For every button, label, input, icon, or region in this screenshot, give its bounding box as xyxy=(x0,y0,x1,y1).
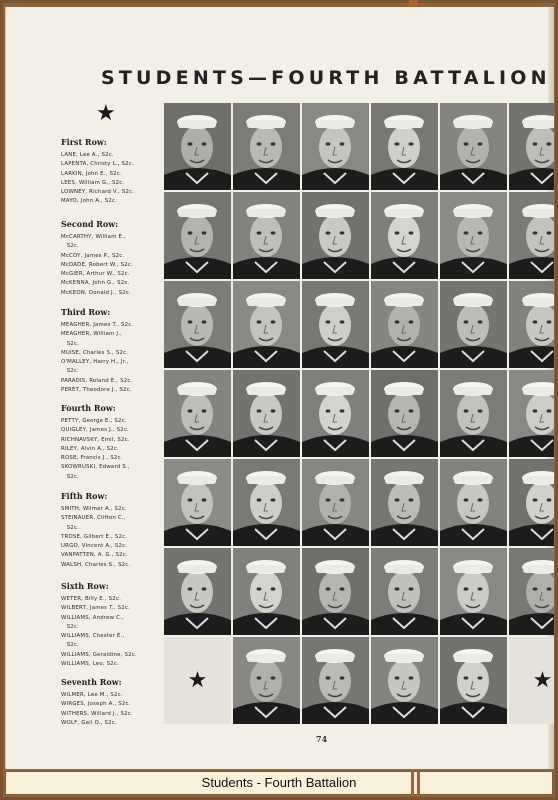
student-name: WIRGES, Joseph A., S2c. xyxy=(61,701,131,708)
portrait-photo xyxy=(440,281,507,368)
student-name: WILBERT, James T., S2c. xyxy=(61,605,131,612)
student-portrait xyxy=(371,281,438,368)
student-name: McDADE, Robert W., S2c. xyxy=(61,261,133,268)
student-name: McCARTHY, William E., xyxy=(61,234,126,240)
row-heading: Third Row: xyxy=(61,307,111,317)
student-portrait xyxy=(164,192,231,279)
student-portrait xyxy=(164,548,231,635)
student-portrait xyxy=(302,459,369,546)
bookmark-mark-left xyxy=(411,769,414,797)
image-caption: Students - Fourth Battalion xyxy=(5,771,553,795)
student-portrait xyxy=(509,103,554,190)
portrait-photo xyxy=(509,192,554,279)
student-name: S2c. xyxy=(61,243,80,250)
student-portrait xyxy=(164,370,231,457)
name-row-block xyxy=(61,581,161,669)
student-portrait xyxy=(440,459,507,546)
name-row-block xyxy=(61,219,161,298)
student-portrait xyxy=(164,103,231,190)
portrait-photo xyxy=(509,370,554,457)
student-portrait xyxy=(371,459,438,546)
student-name: WETER, Billy E., S2c. xyxy=(61,596,121,602)
portrait-photo xyxy=(440,192,507,279)
row-heading: Second Row: xyxy=(61,219,119,229)
student-name: QUIGLEY, James J., S2c. xyxy=(61,427,129,434)
student-name: McKENNA, John G., S2c. xyxy=(61,280,130,287)
portrait-photo xyxy=(440,548,507,635)
portrait-photo xyxy=(440,370,507,457)
student-portrait xyxy=(440,281,507,368)
portrait-photo xyxy=(371,103,438,190)
row-heading: Sixth Row: xyxy=(61,581,109,591)
star-icon xyxy=(164,637,231,724)
row-heading: Fifth Row: xyxy=(61,491,108,501)
student-portrait xyxy=(302,637,369,724)
portrait-photo xyxy=(371,192,438,279)
student-name: URGO, Vincent A., S2c. xyxy=(61,543,128,550)
name-row-block xyxy=(61,677,161,728)
student-portrait xyxy=(164,459,231,546)
student-name: LARKIN, John E., S2c. xyxy=(61,170,122,177)
student-name: WALSH, Charles S., S2c. xyxy=(61,561,131,568)
portrait-photo xyxy=(440,637,507,724)
student-portrait xyxy=(440,192,507,279)
student-portrait xyxy=(233,637,300,724)
portrait-photo xyxy=(233,103,300,190)
portrait-photo xyxy=(302,370,369,457)
portrait-photo xyxy=(164,459,231,546)
student-name: RILEY, Alvin A., S2c. xyxy=(61,445,119,452)
student-name: S2c. xyxy=(61,473,80,480)
portrait-photo xyxy=(302,103,369,190)
student-portrait xyxy=(440,370,507,457)
portrait-photo xyxy=(509,103,554,190)
student-portrait xyxy=(233,459,300,546)
student-name: WILLIAMS, Leo, S2c. xyxy=(61,661,119,668)
student-name: WITHERS, Willard J., S2c. xyxy=(61,710,133,717)
portrait-photo xyxy=(371,370,438,457)
student-name: McGIER, Arthur W., S2c. xyxy=(61,271,130,278)
portrait-photo xyxy=(509,281,554,368)
portrait-photo xyxy=(509,548,554,635)
student-name: SKOWRUSKI, Edward S., xyxy=(61,464,130,471)
portrait-photo xyxy=(302,548,369,635)
student-portrait xyxy=(164,281,231,368)
student-portrait xyxy=(371,548,438,635)
student-name: VANPATTEN, A. G., S2c. xyxy=(61,552,128,559)
student-portrait xyxy=(302,548,369,635)
bookmark-mark-right xyxy=(417,769,420,797)
student-portrait xyxy=(440,103,507,190)
student-portrait xyxy=(233,103,300,190)
student-portrait xyxy=(233,192,300,279)
portrait-photo xyxy=(302,459,369,546)
portrait-photo xyxy=(164,103,231,190)
student-portrait xyxy=(302,103,369,190)
student-name: PERET, Theodore J., S2c. xyxy=(61,387,132,394)
student-name: MEAGHER, James T., S2c. xyxy=(61,322,134,328)
star-icon: ★ xyxy=(96,101,116,126)
portrait-photo xyxy=(233,192,300,279)
yearbook-page xyxy=(5,7,554,769)
student-name: O'MALLEY, Harry H., Jr., xyxy=(61,359,129,366)
student-name: MEAGHER, William J., xyxy=(61,331,122,338)
portrait-photo xyxy=(233,370,300,457)
student-name: WILLIAMS, Geraldine, S2c. xyxy=(61,651,137,658)
student-name: TROSE, Gilbert E., S2c. xyxy=(61,533,128,540)
portrait-photo xyxy=(371,281,438,368)
portrait-photo xyxy=(302,281,369,368)
row-heading: Fourth Row: xyxy=(61,403,116,413)
student-name: McCOY, James P., S2c. xyxy=(61,252,125,259)
student-portrait xyxy=(509,548,554,635)
student-name: SMITH, Wilmer A., S2c. xyxy=(61,506,127,512)
star-glyph: ★ xyxy=(187,668,208,693)
portrait-photo xyxy=(302,637,369,724)
student-name: LEES, William G., S2c. xyxy=(61,179,125,186)
student-name: PARADIS, Roland E., S2c. xyxy=(61,377,133,384)
student-portrait xyxy=(371,637,438,724)
student-name: MAYO, John A., S2c. xyxy=(61,198,118,205)
portrait-photo xyxy=(371,637,438,724)
student-name: ROSE, Francis J., S2c. xyxy=(61,455,123,462)
student-portrait xyxy=(440,548,507,635)
bookmark-tab xyxy=(409,0,418,6)
portrait-photo xyxy=(164,548,231,635)
student-portrait xyxy=(509,281,554,368)
name-row-block xyxy=(61,491,161,570)
star-icon xyxy=(509,637,554,724)
student-name: PETTY, George E., S2c. xyxy=(61,418,127,424)
student-portrait xyxy=(233,370,300,457)
student-portrait xyxy=(233,548,300,635)
student-portrait xyxy=(371,103,438,190)
student-portrait xyxy=(302,370,369,457)
photo-grid xyxy=(164,103,554,723)
student-name: S2c. xyxy=(61,642,80,649)
student-name: STEINAUER, Clifton C., xyxy=(61,515,126,522)
name-row-block xyxy=(61,137,161,207)
portrait-photo xyxy=(440,103,507,190)
student-portrait xyxy=(440,637,507,724)
page-title: STUDENTS—FOURTH BATTALION xyxy=(101,67,551,89)
student-name: S2c. xyxy=(61,623,80,630)
portrait-photo xyxy=(233,459,300,546)
student-name: LOWNEY, Richard V., S2c. xyxy=(61,189,135,196)
portrait-photo xyxy=(371,548,438,635)
student-name: LAPENTA, Christy L., S2c. xyxy=(61,161,134,168)
student-portrait xyxy=(302,281,369,368)
student-name: WOLF, Gail O., S2c. xyxy=(61,719,117,726)
portrait-photo xyxy=(302,192,369,279)
name-row-block xyxy=(61,403,161,482)
student-name: LANE, Lee A., S2c. xyxy=(61,152,114,158)
student-name: WILLIAMS, Chester E., xyxy=(61,633,125,640)
student-name: S2c. xyxy=(61,340,80,347)
student-name: RICHNAVSKY, Emil, S2c. xyxy=(61,436,130,443)
name-row-block xyxy=(61,307,161,395)
student-portrait xyxy=(509,192,554,279)
student-name: WILMER, Lee M., S2c. xyxy=(61,692,123,698)
portrait-photo xyxy=(440,459,507,546)
page-number: 74 xyxy=(316,734,328,744)
portrait-photo xyxy=(233,637,300,724)
row-heading: Seventh Row: xyxy=(61,677,122,687)
student-name: S2c. xyxy=(61,524,80,531)
star-glyph: ★ xyxy=(532,668,553,693)
portrait-photo xyxy=(509,459,554,546)
portrait-photo xyxy=(164,192,231,279)
student-portrait xyxy=(371,192,438,279)
portrait-photo xyxy=(233,548,300,635)
portrait-photo xyxy=(233,281,300,368)
student-name: MUISE, Charles S., S2c. xyxy=(61,349,129,356)
portrait-photo xyxy=(164,370,231,457)
student-name: S2c. xyxy=(61,368,80,375)
student-name: McKEON, Donald J., S2c. xyxy=(61,289,131,296)
student-portrait xyxy=(509,370,554,457)
portrait-photo xyxy=(164,281,231,368)
row-heading: First Row: xyxy=(61,137,107,147)
student-portrait xyxy=(509,459,554,546)
student-portrait xyxy=(371,370,438,457)
portrait-photo xyxy=(371,459,438,546)
student-portrait xyxy=(233,281,300,368)
student-portrait xyxy=(302,192,369,279)
student-name: WILLIAMS, Andrew C., xyxy=(61,614,124,621)
